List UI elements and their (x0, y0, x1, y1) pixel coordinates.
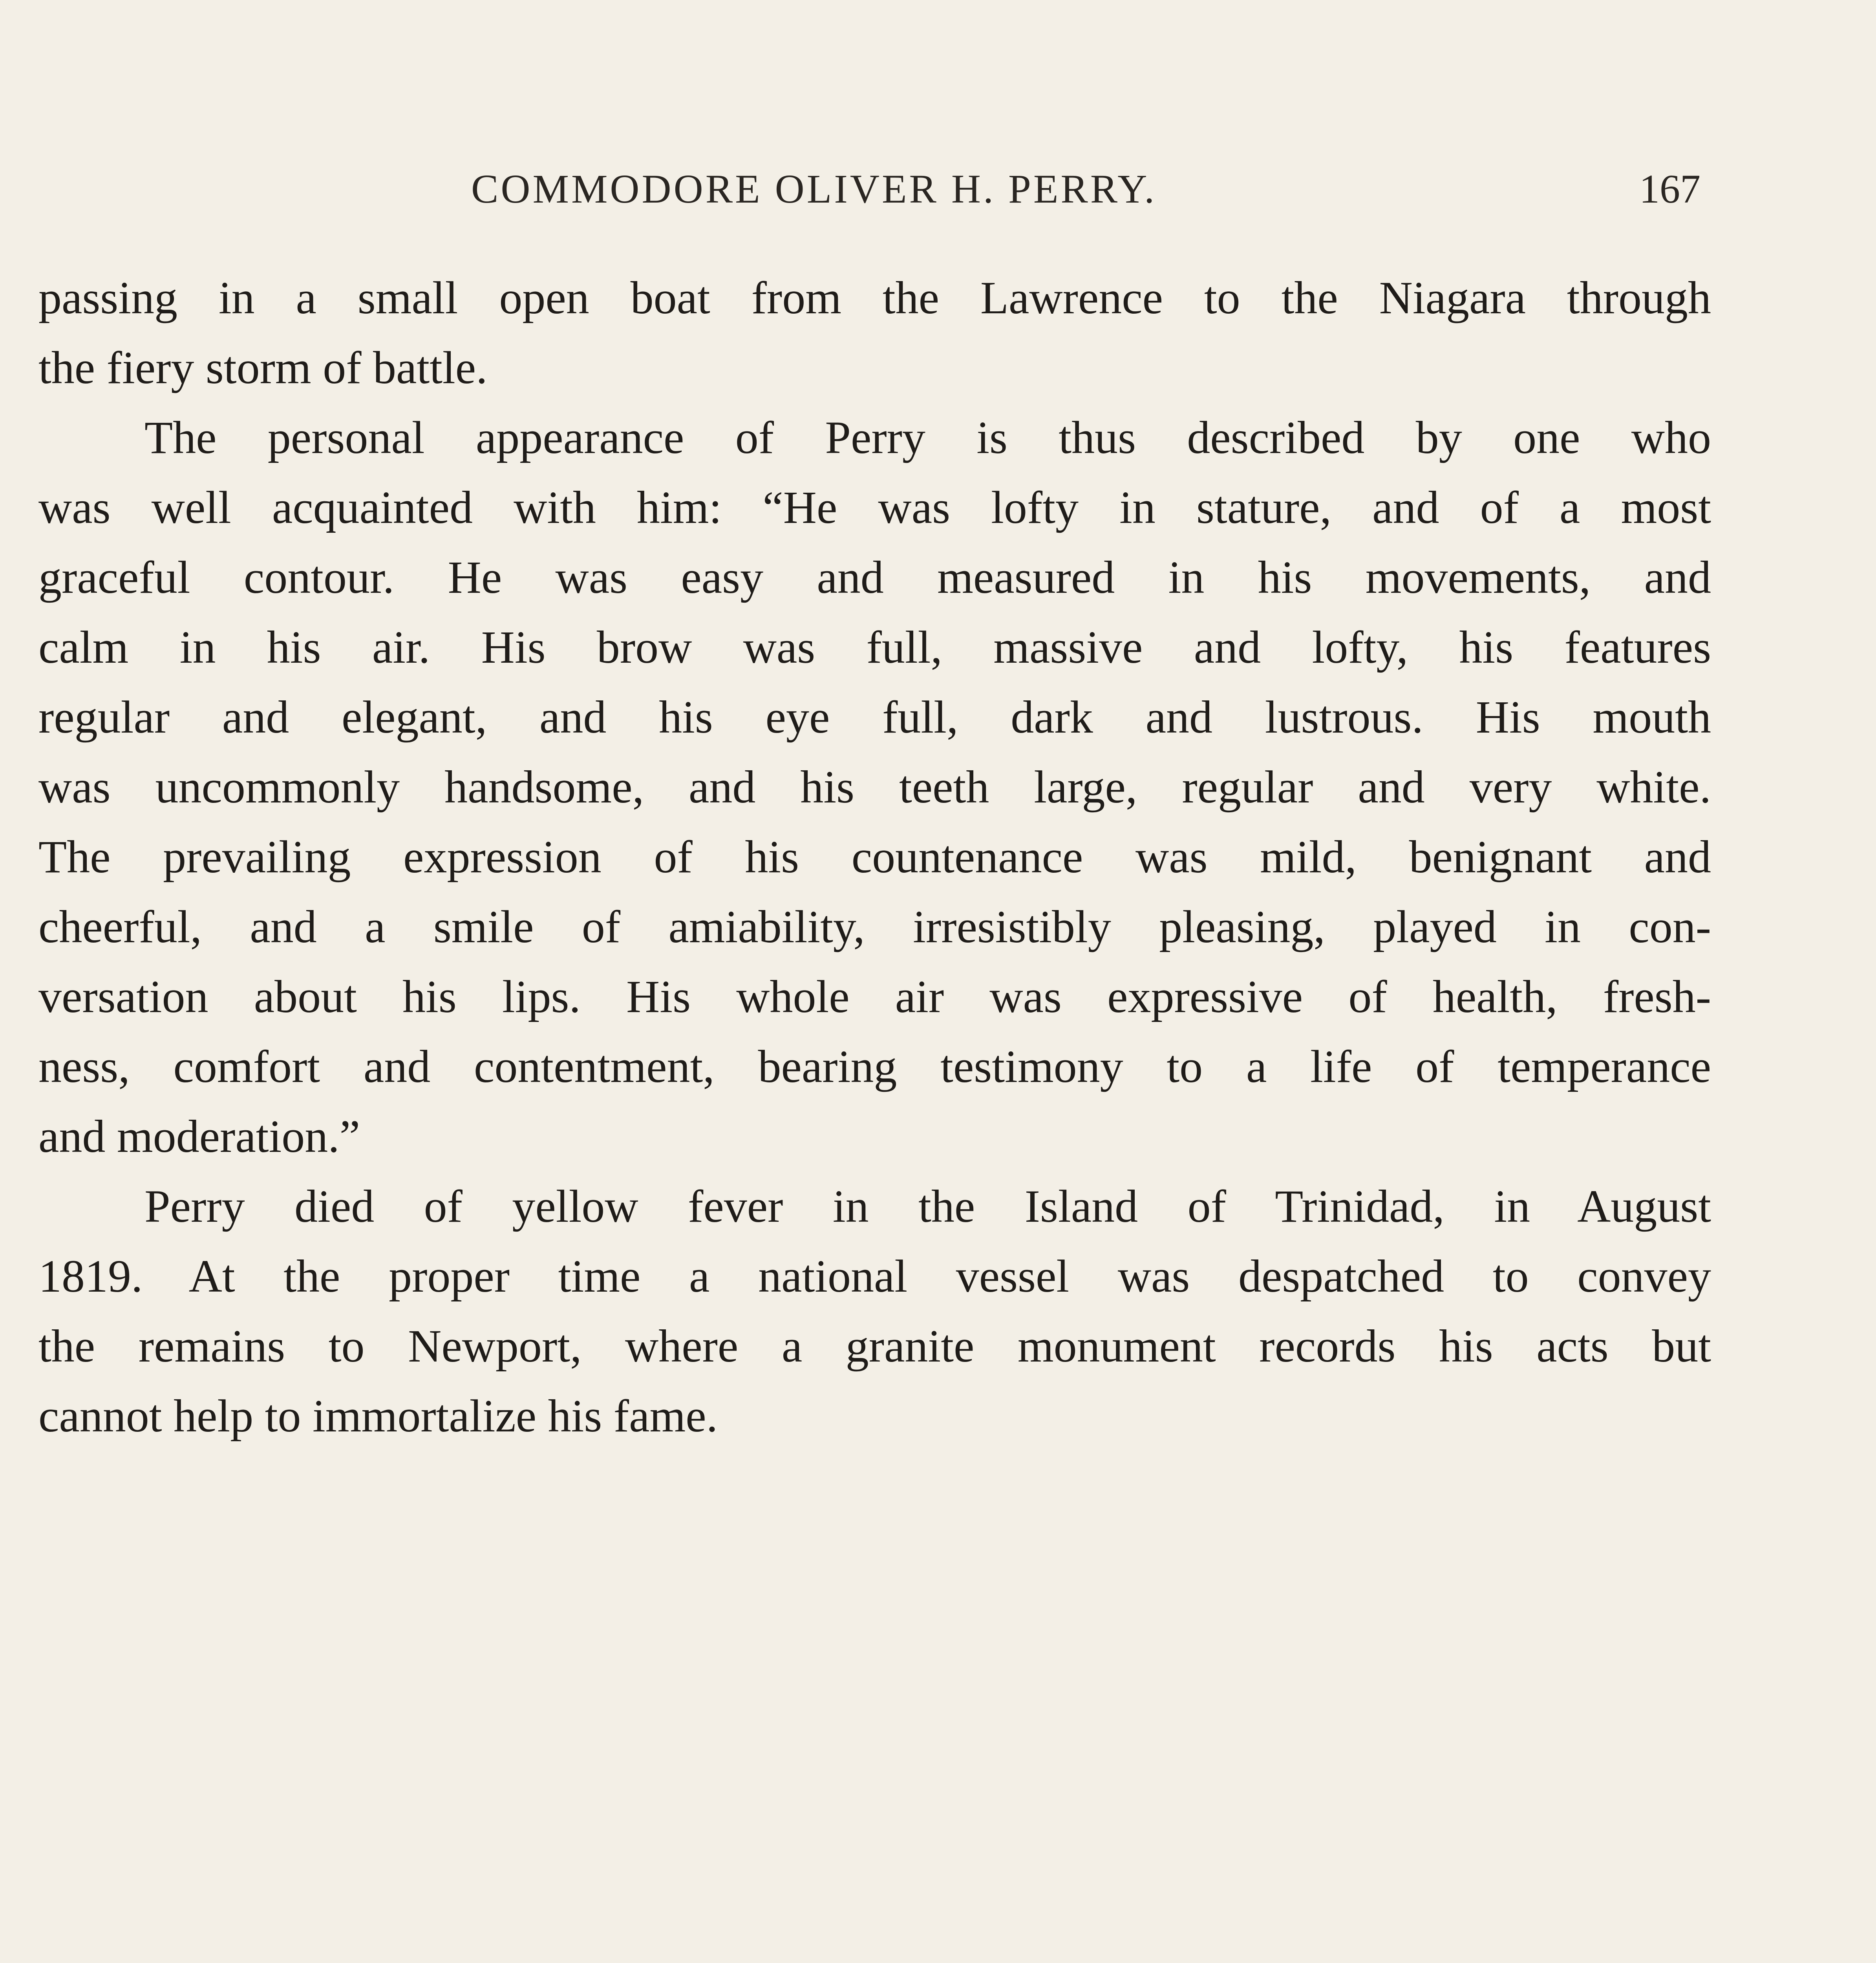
text-line: cannot help to immortalize his fame. (38, 1390, 718, 1442)
text-line: ness, comfort and contentment, bearing testimony to a life of temperance (38, 1041, 1711, 1092)
text-line: and moderation.” (38, 1111, 360, 1162)
page-number: 167 (1639, 166, 1700, 212)
text-line: the remains to Newport, where a granite monument records his acts but (38, 1320, 1711, 1372)
text-line: The personal appearance of Perry is thus described by one who (144, 412, 1711, 463)
body-text (38, 263, 1711, 1451)
text-line: calm in his air. His brow was full, massive and lofty, his features (38, 621, 1711, 673)
text-line: graceful contour. He was easy and measured in his movements, and (38, 552, 1711, 603)
text-line: Perry died of yellow fever in the Island of Trinidad, in August (144, 1181, 1711, 1232)
running-head: COMMODORE OLIVER H. PERRY. (471, 166, 1157, 212)
text-line: the fiery storm of battle. (38, 342, 488, 393)
text-line: regular and elegant, and his eye full, dark and lustrous. His mouth (38, 691, 1711, 743)
text-line: was uncommonly handsome, and his teeth large, regular and very white. (38, 761, 1711, 813)
text-line: was well acquainted with him: “He was lofty in stature, and of a most (38, 482, 1711, 533)
text-line: passing in a small open boat from the Lawrence to the Niagara through (38, 272, 1711, 324)
text-line: versation about his lips. His whole air was expressive of health, fresh- (38, 971, 1711, 1022)
text-line: The prevailing expression of his countenance was mild, benignant and (38, 831, 1711, 883)
text-line: cheerful, and a smile of amiability, irresistibly pleasing, played in con- (38, 901, 1711, 952)
text-line: 1819. At the proper time a national vessel was despatched to convey (38, 1250, 1711, 1302)
